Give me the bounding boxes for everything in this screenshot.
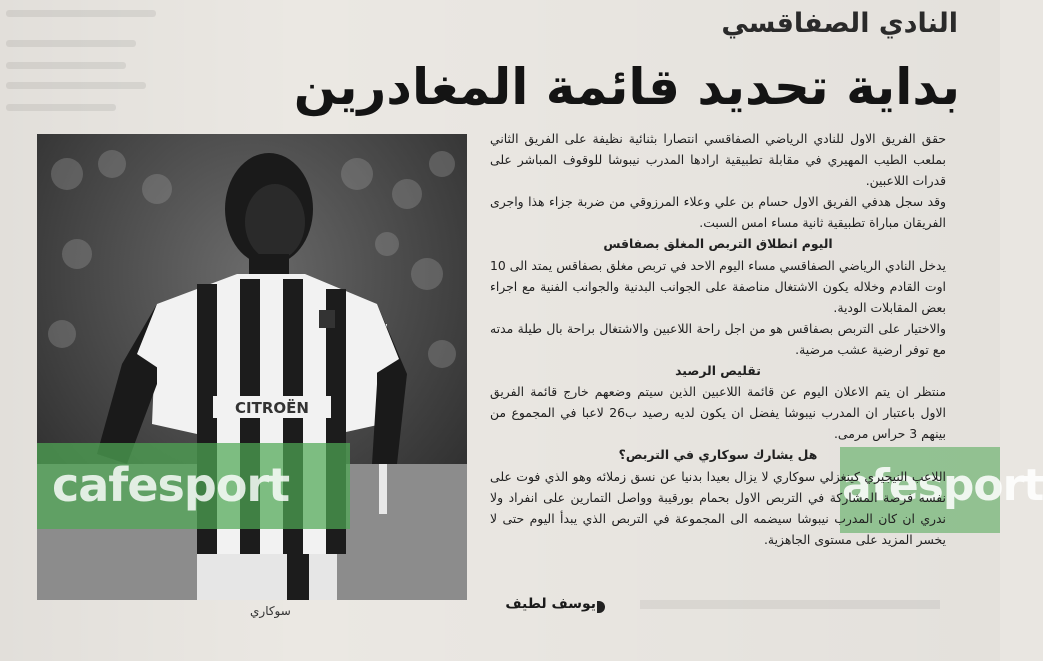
photo-caption: سوكاري xyxy=(250,604,291,618)
player-illustration xyxy=(37,134,467,600)
watermark-brand: cafesport xyxy=(52,458,290,512)
article-subheading: هل يشارك سوكاري في التربص؟ xyxy=(618,447,818,463)
bleed-through-text xyxy=(6,82,146,89)
player-photo xyxy=(37,134,467,600)
article-paragraph: يدخل النادي الرياضي الصفاقسي مساء اليوم الاحد في تربص مغلق بصفاقس يمتد الى 10 اوت القادم وخلاله يكون الاشتغال مناصفة على الجوانب البدنية والجوانب الفنية مع اجراء بعض المقابلات الودية. xyxy=(490,257,946,315)
bleed-through-text xyxy=(6,10,156,17)
article-paragraph: حقق الفريق الاول للنادي الرياضي الصفاقسي انتصارا بثنائية نظيفة على الفريق الثاني بملعب الطيب المهيري في مقابلة تطبيقية ارادها المدرب نيبوشا للوقوف المباشر على قدرات اللاعبين. xyxy=(490,131,946,189)
watermark-brand-right: afesport xyxy=(842,460,1043,511)
article-paragraph: وقد سجل هدفي الفريق الاول حسام بن علي وعلاء المرزوقي من ضربة جزاء هذا واجرى الفريقان مباراة تطبيقية ثانية مساء امس السبت. xyxy=(490,194,946,231)
article-subheading: تقليص الرصيد xyxy=(675,363,761,379)
article-subheading: اليوم انطلاق التربص المغلق بصفاقس xyxy=(603,236,833,252)
article-body xyxy=(490,128,946,550)
article-paragraph: اللاعب النيجيري كينغزلي سوكاري لا يزال بعيدا بدنيا عن نسق زملائه وهو الذي فوت على نفسه فرصة المشاركة في التربص الاول بحمام بورقيبة وواصل التمارين على انفراد ولا ندري ان كان المدرب نيبوشا سيضمه الى المجموعة في التربص الذي يبدأ اليوم حتى لا يخسر المزيد على مستوى الجاهزية. xyxy=(490,468,946,547)
article-paragraph: والاختيار على التربص بصفاقس هو من اجل راحة اللاعبين والاشتغال براحة بال طيلة مدته مع توفر ارضية عشب مرضية. xyxy=(490,320,946,357)
jersey-sponsor-text: CITROËN xyxy=(235,399,309,417)
footer-strip xyxy=(640,600,940,609)
bleed-through-text xyxy=(6,40,136,47)
headline: بداية تحديد قائمة المغادرين xyxy=(293,58,960,116)
article-paragraph: منتظر ان يتم الاعلان اليوم عن قائمة اللاعبين الذين سيتم وضعهم خارج قائمة الفريق الاول باعتبار ان المدرب نيبوشا يفضل ان يكون لديه رصيد ب26 لاعبا في المجموع من بينهم 3 حراس مرمى. xyxy=(490,384,946,442)
section-title: النادي الصفاقسي xyxy=(721,8,958,39)
bleed-through-text xyxy=(6,62,126,69)
bleed-through-text xyxy=(6,104,116,111)
byline: يوسف لطيف xyxy=(505,596,596,612)
